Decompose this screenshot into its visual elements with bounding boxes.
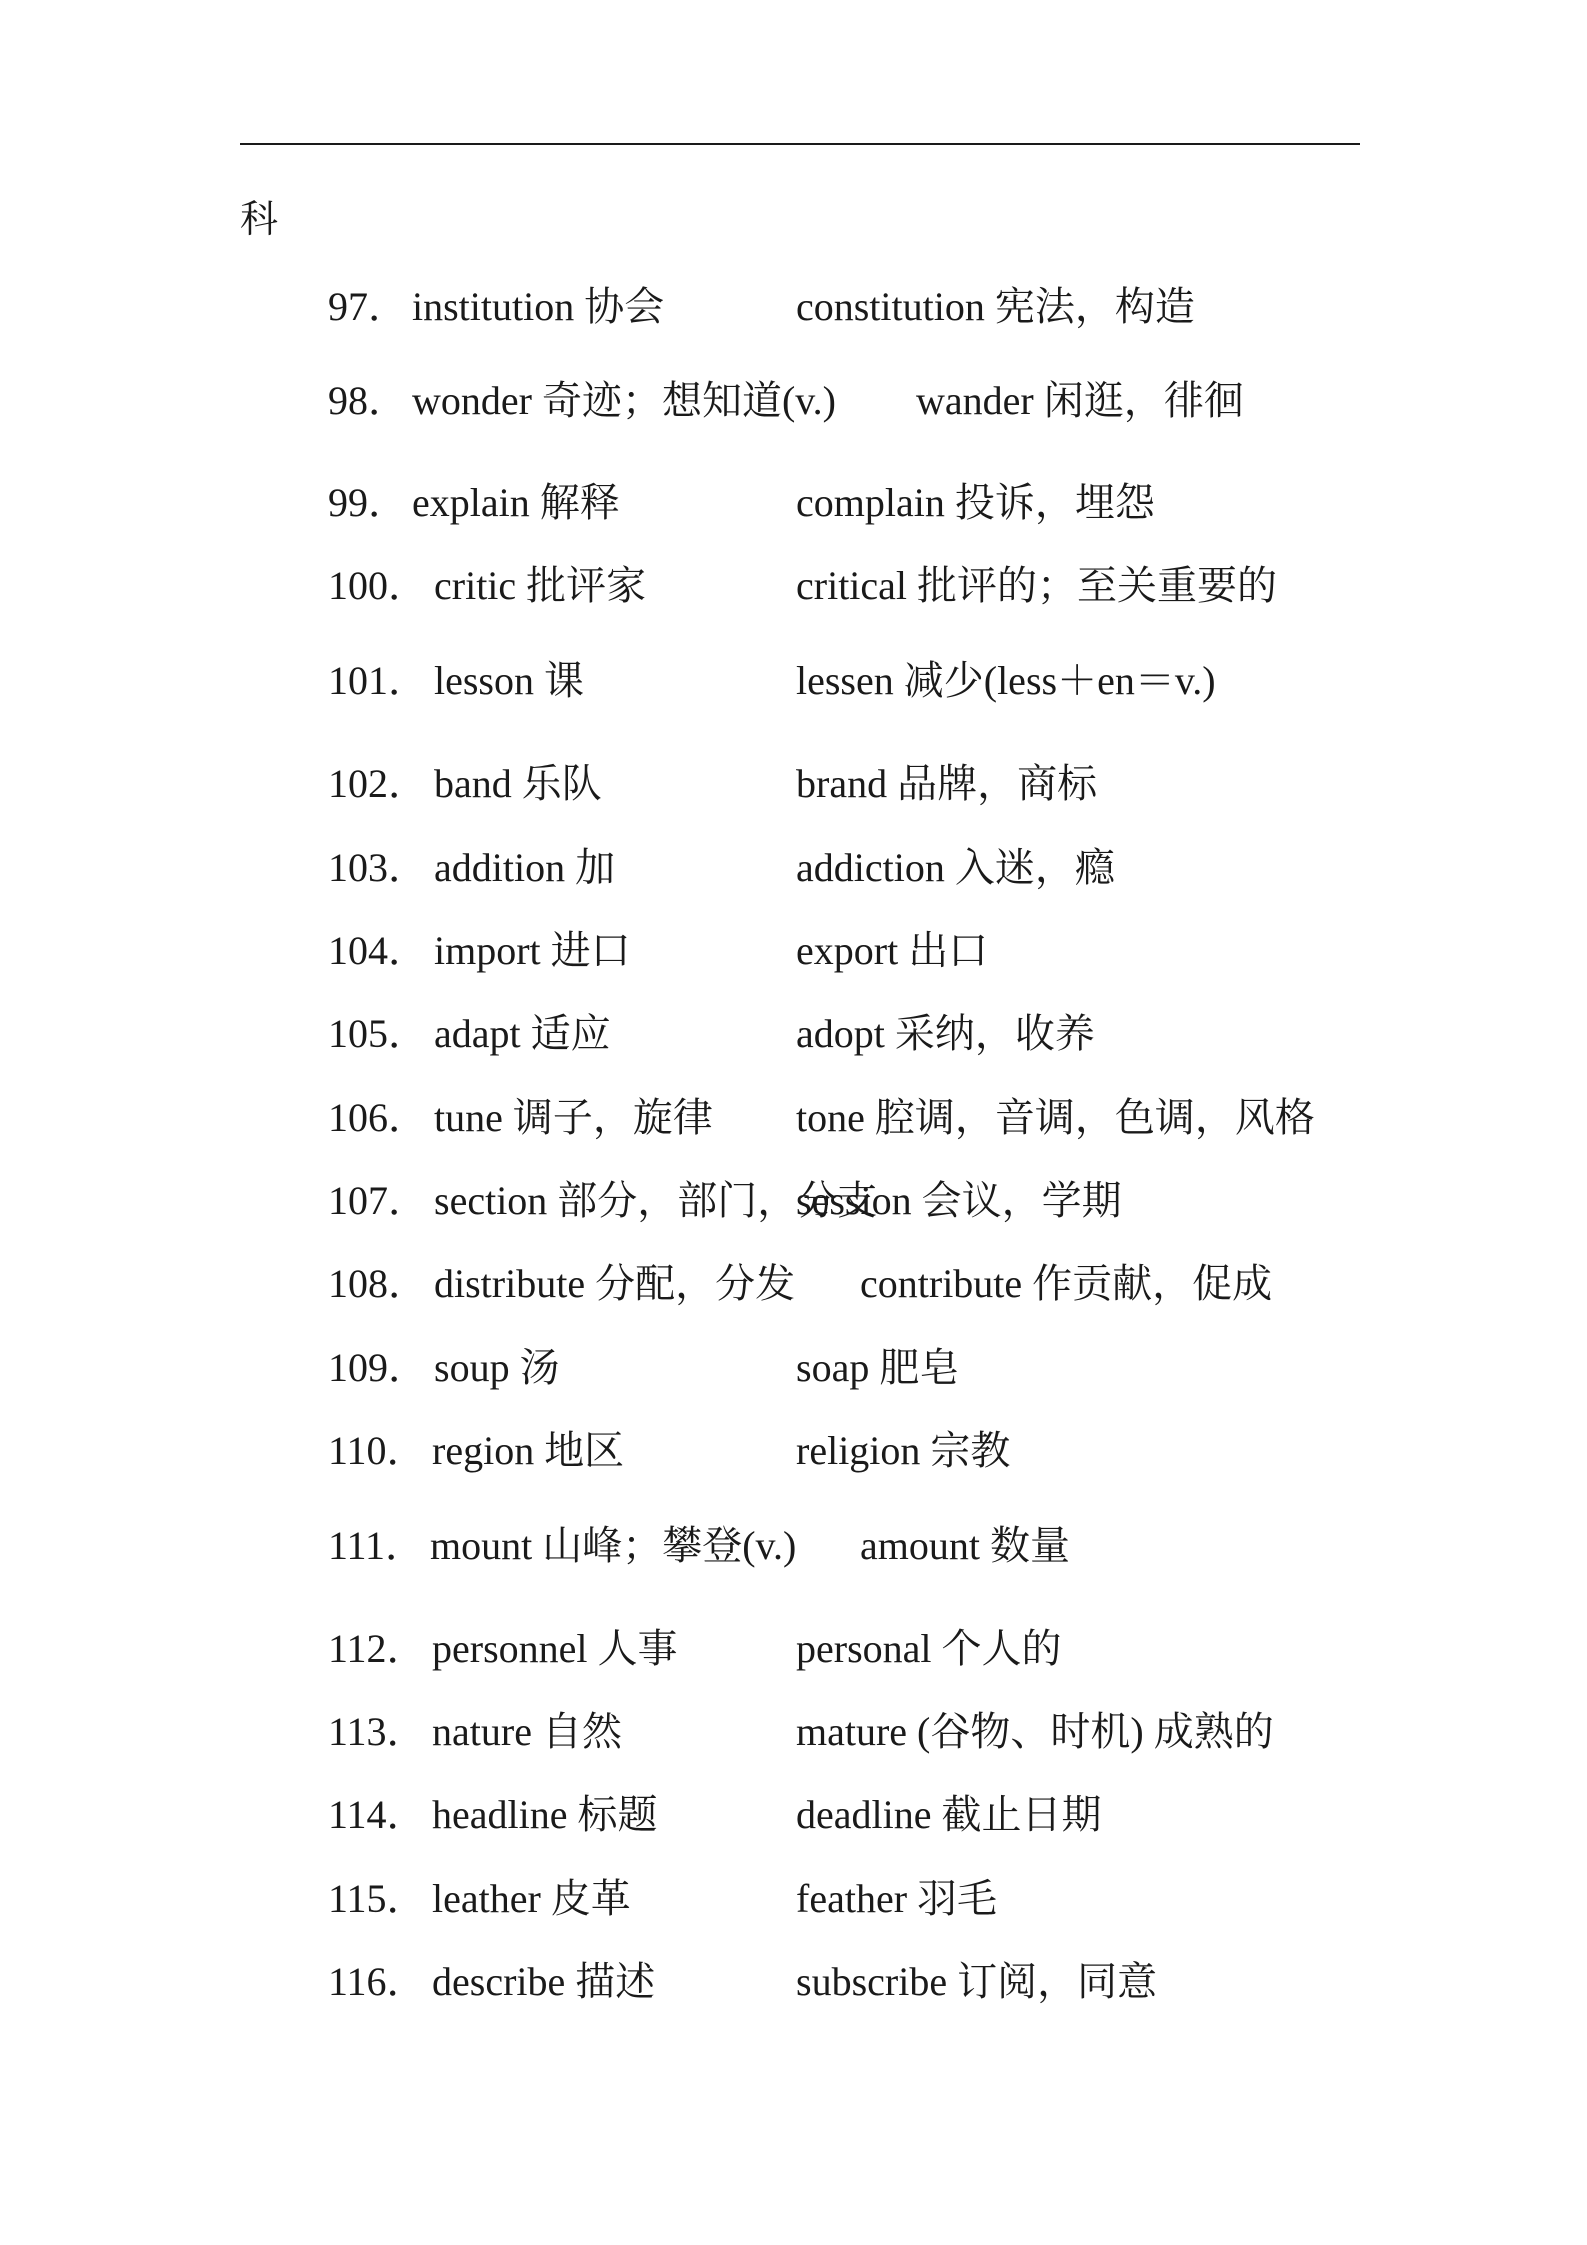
entry-word-second: lessen 减少(less＋en＝v.) (796, 658, 1216, 703)
entry-word-first: leather 皮革 (432, 1876, 631, 1921)
entry-word-second: adopt 采纳，收养 (796, 1011, 1095, 1056)
entry-number: 109． (328, 1345, 428, 1390)
entry-number: 114． (328, 1792, 427, 1837)
entry-word-first: institution 协会 (412, 284, 665, 329)
entry-word-first: band 乐队 (434, 761, 602, 806)
entry-word-second: soap 肥皂 (796, 1345, 960, 1390)
entry-word-first: headline 标题 (432, 1792, 658, 1837)
entry-number: 101． (328, 658, 428, 703)
entry-word-second: critical 批评的；至关重要的 (796, 563, 1278, 608)
entry-word-second: deadline 截止日期 (796, 1792, 1102, 1837)
entry-word-first: import 进口 (434, 928, 631, 973)
entry-word-first: explain 解释 (412, 480, 620, 525)
entry-number: 100． (328, 563, 428, 608)
entry-number: 112． (328, 1626, 427, 1671)
entry-word-second: tone 腔调，音调，色调，风格 (796, 1095, 1315, 1140)
entry-number: 97． (328, 284, 408, 329)
entry-word-first: soup 汤 (434, 1345, 560, 1390)
entry-word-first: wonder 奇迹；想知道(v.) (412, 378, 837, 423)
entry-number: 110． (328, 1428, 427, 1473)
entry-number: 98． (328, 378, 408, 423)
entry-word-second: constitution 宪法，构造 (796, 284, 1195, 329)
entry-word-second: wander 闲逛，徘徊 (916, 378, 1244, 423)
entry-number: 107． (328, 1178, 428, 1223)
entry-word-second: amount 数量 (860, 1523, 1070, 1568)
entry-word-first: tune 调子，旋律 (434, 1095, 713, 1140)
entry-word-first: critic 批评家 (434, 563, 647, 608)
entry-word-first: addition 加 (434, 845, 616, 890)
entry-word-second: mature (谷物、时机) 成熟的 (796, 1709, 1274, 1754)
header-subject-char: 科 (240, 199, 279, 241)
entry-number: 111． (328, 1523, 426, 1568)
entry-number: 104． (328, 928, 428, 973)
entry-number: 106． (328, 1095, 428, 1140)
entry-word-second: complain 投诉，埋怨 (796, 480, 1155, 525)
entry-word-second: personal 个人的 (796, 1626, 1062, 1671)
entry-word-first: region 地区 (432, 1428, 625, 1473)
entry-word-second: addiction 入迷，瘾 (796, 845, 1115, 890)
entry-word-second: session 会议，学期 (796, 1178, 1122, 1223)
entry-word-first: nature 自然 (432, 1709, 622, 1754)
entry-word-first: section 部分，部门，分支 (434, 1178, 878, 1223)
entry-word-second: feather 羽毛 (796, 1876, 998, 1921)
entry-word-first: lesson 课 (434, 658, 584, 703)
entry-number: 115． (328, 1876, 427, 1921)
entry-number: 99． (328, 480, 408, 525)
entry-word-first: describe 描述 (432, 1959, 656, 2004)
entry-number: 116． (328, 1959, 427, 2004)
entry-word-first: adapt 适应 (434, 1011, 611, 1056)
entry-word-first: mount 山峰；攀登(v.) (430, 1523, 797, 1568)
entry-word-second: contribute 作贡献，促成 (860, 1261, 1273, 1306)
entry-number: 102． (328, 761, 428, 806)
entry-word-first: distribute 分配，分发 (434, 1261, 796, 1306)
entry-word-second: religion 宗教 (796, 1428, 1011, 1473)
entry-word-first: personnel 人事 (432, 1626, 678, 1671)
entry-number: 103． (328, 845, 428, 890)
entry-number: 113． (328, 1709, 427, 1754)
entry-word-second: subscribe 订阅，同意 (796, 1959, 1158, 2004)
entry-word-second: export 出口 (796, 928, 989, 973)
entry-number: 105． (328, 1011, 428, 1056)
header-rule (240, 143, 1360, 145)
entry-word-second: brand 品牌，商标 (796, 761, 1098, 806)
entry-number: 108． (328, 1261, 428, 1306)
